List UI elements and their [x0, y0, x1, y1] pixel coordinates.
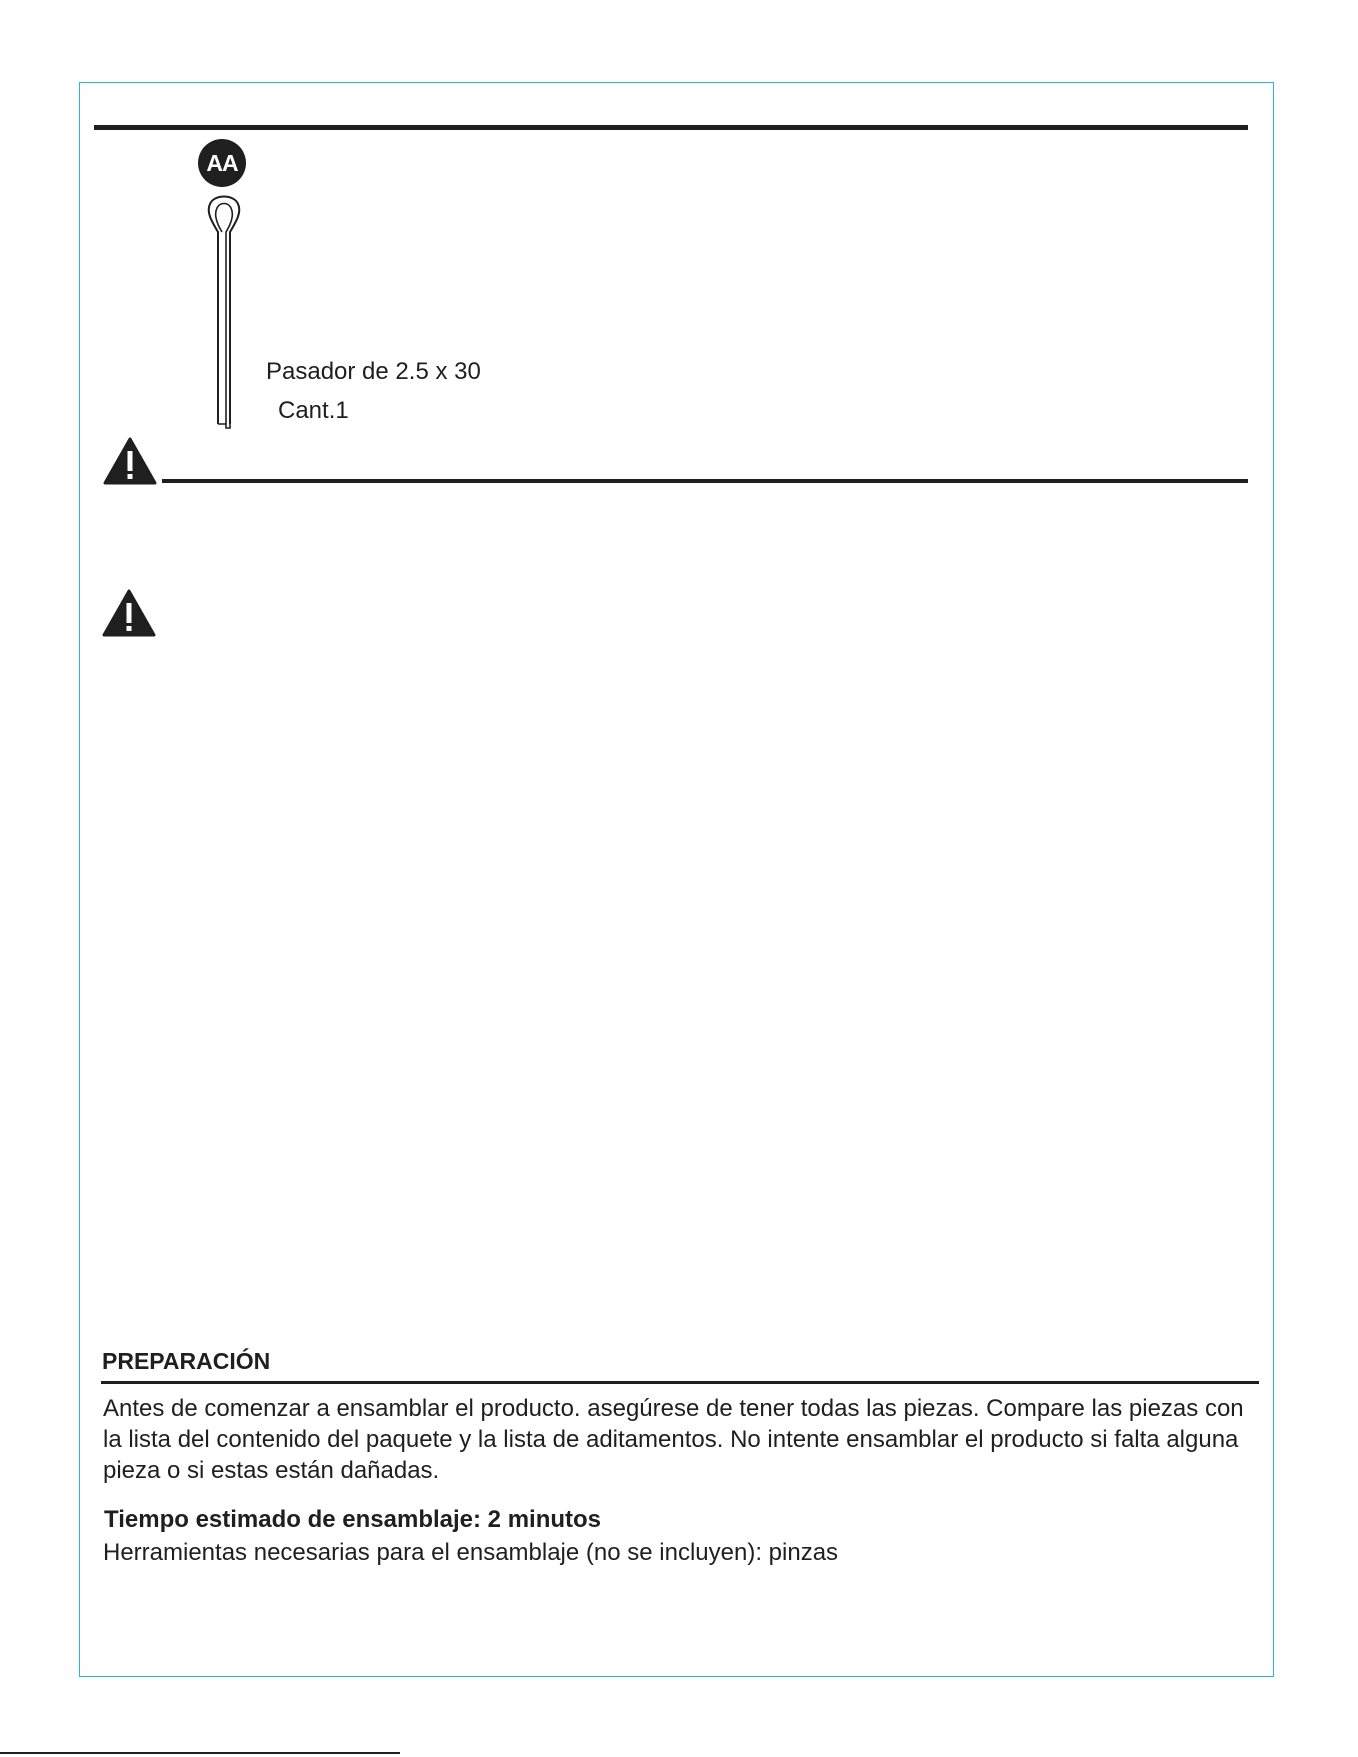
- part-quantity: Cant.1: [278, 397, 349, 424]
- hardware-top-rule: [94, 125, 1248, 130]
- required-tools: Herramientas necesarias para el ensamblaje (no se incluyen): pinzas: [103, 1539, 839, 1566]
- warning-triangle-icon: [102, 588, 156, 638]
- page-edge-mark: [0, 1752, 400, 1754]
- part-name: Pasador de 2.5 x 30: [266, 358, 481, 385]
- cotter-pin-icon: [204, 192, 244, 432]
- preparation-rule: [101, 1381, 1259, 1384]
- preparation-text: Antes de comenzar a ensamblar el producto. asegúrese de tener todas las piezas. Compare las piezas con la lista del contenido del paquete y la lista de aditamentos. No intente ensamblar el producto si falta alguna pieza o si estas están dañadas.: [103, 1395, 1244, 1484]
- warning-rule: [162, 479, 1248, 483]
- warning-triangle-icon: [103, 436, 157, 486]
- preparation-heading: PREPARACIÓN: [102, 1348, 271, 1374]
- part-badge: AA: [198, 139, 246, 187]
- assembly-time: Tiempo estimado de ensamblaje: 2 minutos: [104, 1506, 602, 1533]
